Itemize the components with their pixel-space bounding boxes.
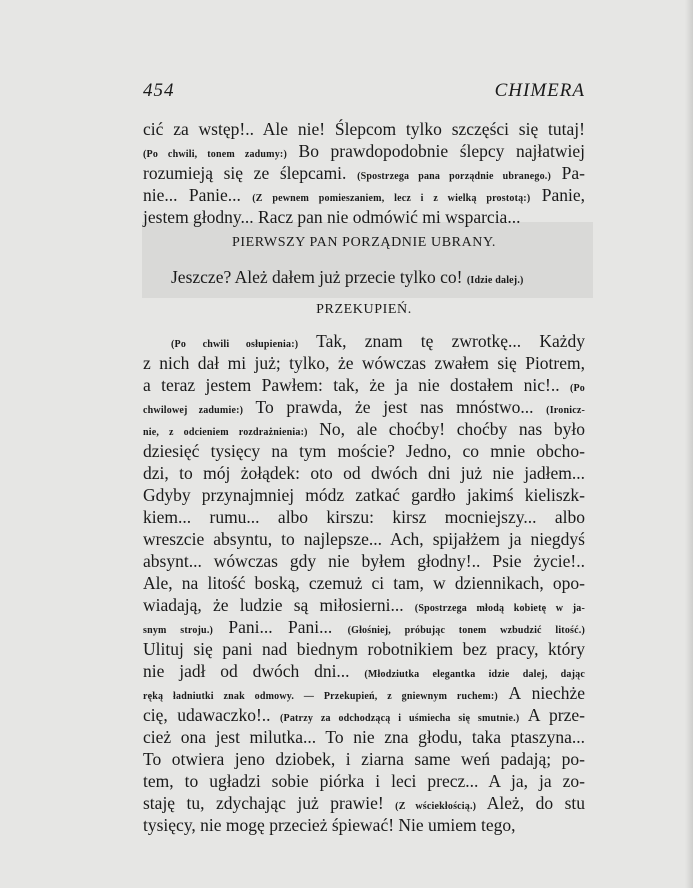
text-line [143,374,585,396]
text-line [143,594,585,616]
dialogue-text: To prawda, że jest nas mnóstwo... [243,397,547,417]
dialogue-text: nie jadł od dwóch dni... [143,661,365,681]
text-line [143,726,585,748]
stage-direction: (Patrzy za odchodzącą i uśmiecha się smutnie.) [279,713,520,724]
dialogue-text: nie... Panie... [143,185,253,205]
dialogue-text: dziesięć tysięcy na tym moście? Jedno, co mnie obcho- [143,441,585,461]
dialogue-text: To otwiera jeno dziobek, i ziarna same weń padają; po- [143,749,585,769]
dialogue-text: Ulituj się pani nad biednym robotnikiem bez pracy, który [143,639,585,659]
dialogue-text: cież ona jest milutka... To nie zna głodu, taka ptaszyna... [143,727,585,747]
dialogue-text: cić za wstęp!.. Ale nie! Ślepcom tylko szczęści się tutaj! [143,119,585,139]
text-line [143,660,585,682]
dialogue-text: a teraz jestem Pawłem: tak, że ja nie dostałem nic!.. [143,375,570,395]
stage-direction: (Głośniej, próbując tonem wzbudzić litość.) [347,625,585,636]
text-line [143,162,585,184]
dialogue-text: A niechże [497,683,585,703]
dialogue-text: kiem... rumu... albo kirszu: kirsz mocniejszy... albo [143,507,585,527]
text-line [143,396,585,418]
dialogue-text: Pa- [551,163,585,183]
dialogue-text: Tak, znam tę zwrotkę... Każdy [298,331,586,351]
dialogue-text: tysięcy, nie mogę przecież śpiewać! Nie umiem tego, [143,815,516,835]
dialogue-text: Gdyby przynajmniej módz zatkać gardło jakimś kieliszk- [143,485,585,505]
text-line [143,704,585,726]
stage-direction: (Z wściekłością.) [395,801,477,812]
text-line [143,462,585,484]
text-line [143,484,585,506]
text-line [143,528,585,550]
stage-direction: (Spostrzega młodą kobietę w ja- [414,603,585,614]
text-line [143,184,585,206]
page-number: 454 [143,80,175,101]
stage-direction: (Ironicz- [546,405,585,416]
text-line [143,792,585,814]
dialogue-text: Pani... Pani... [213,617,348,637]
dialogue-text: Bo prawdopodobnie ślepcy najłatwiej [286,141,585,161]
text-line [143,118,585,140]
dialogue-text: tem, to ugładzi sobie piórka i leci precz... A ja, ja zo- [143,771,585,791]
dialogue-text: Ależ, do stu [476,793,585,813]
dialogue-text: absynt... wówczas gdy nie byłem głodny!.. Psie życie!.. [143,551,585,571]
stage-direction: (Z pewnem pomieszaniem, lecz i z wielką prostotą:) [252,193,531,204]
stage-direction: (Idzie dalej.) [466,275,524,286]
stage-direction: snym stroju.) [143,625,214,636]
text-line [143,352,585,374]
stage-direction: ręką ładniutki znak odmowy. — Przekupień, z gniewnym ruchem:) [143,691,498,702]
text-line [143,418,585,440]
text-line [143,748,585,770]
dialogue-text: cię, udawaczko!.. [143,705,280,725]
text-line [143,330,585,352]
stage-direction: (Spostrzega pana porządnie ubranego.) [357,171,552,182]
text-line [143,572,585,594]
stage-direction: (Po chwili, tonem zadumy:) [143,149,287,160]
text-line [143,206,585,228]
dialogue-text: staję tu, zdychając już prawie! [143,793,396,813]
text-block-huckster-speech [143,330,585,836]
text-line [143,266,585,288]
dialogue-text: wreszcie absyntu, to najlepsze... Ach, spijałżem ja niegdyś [143,529,585,549]
text-line [143,140,585,162]
stage-direction: (Po [569,383,585,394]
dialogue-text: Panie, [530,185,585,205]
text-line [143,770,585,792]
dialogue-text: A prze- [519,705,585,725]
speaker-name-first-gentleman: PIERWSZY PAN PORZĄDNIE UBRANY. [231,235,497,250]
dialogue-text: dzi, to mój żołądek: oto od dwóch dni już nie jadłem... [143,463,585,483]
dialogue-text: No, ale choćby! choćby nas było [307,419,585,439]
stage-direction: nie, z odcieniem rozdrażnienia:) [143,427,308,438]
text-line [143,682,585,704]
page-edge-shadow [685,0,693,888]
dialogue-text: wiadają, że ludzie są miłosierni... [143,595,415,615]
running-title: CHIMERA [494,80,585,101]
dialogue-text: z nich dał mi już; tylko, że wówczas zwałem się Piotrem, [143,353,585,373]
dialogue-text: Ale, na litość boską, czemuż ci tam, w dziennikach, opo- [143,573,585,593]
dialogue-text: jestem głodny... Racz pan nie odmówić mi wsparcia... [143,207,521,227]
stage-direction: (Po chwili osłupienia:) [171,339,299,350]
stage-direction: chwilowej zadumie:) [143,405,244,416]
text-line [143,638,585,660]
text-line [143,550,585,572]
dialogue-text: Jeszcze? Ależ dałem już przecie tylko co! [171,267,467,287]
dialogue-first-gentleman [143,266,585,288]
text-block-opening [143,118,585,228]
dialogue-text: rozumieją się ze ślepcami. [143,163,358,183]
text-line [143,506,585,528]
text-line [143,814,585,836]
text-line [143,440,585,462]
text-line [143,616,585,638]
speaker-name-huckster: PRZEKUPIEŃ. [316,302,412,317]
stage-direction: (Młodziutka elegantka idzie dalej, dając [364,669,586,680]
